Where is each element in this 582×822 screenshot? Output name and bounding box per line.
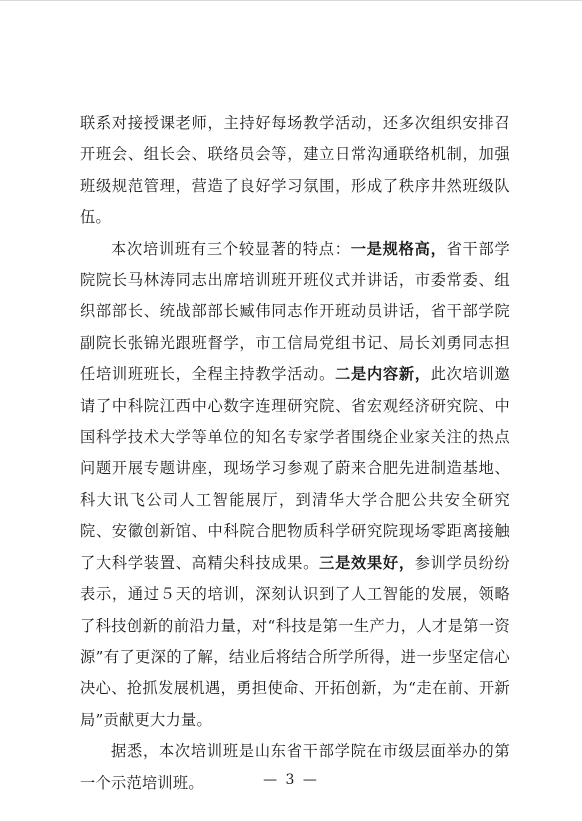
paragraph-text: 本次培训班有三个较显著的特点： (111, 239, 351, 258)
paragraph-text: 此次培训邀请了中科院江西中心数字连理研究院、省宏观经济研究院、中国科学技术大学等单位的知名专家学者围绕企业家关注的热点问题开展专题讲座，现场学习参观了蔚来合肥先进制造基地、科大讯飞公司人工智能展厅，到清华大学合肥公共安全研究院、安徽创新馆、中科院合肥物质科学研究院现场零距离接触了大科学装置、高精尖科技成果。 (80, 365, 510, 572)
paragraph-text: 省干部学院院长马林涛同志出席培训班开班仪式并讲话，市委常委、组织部部长、统战部部长臧伟同志作开班动员讲话，省干部学院副院长张锦光跟班督学，市工信局党组书记、局长刘勇同志担任培训班班长，全程主持教学活动。 (80, 239, 510, 384)
page-number: — 3 — (263, 772, 319, 788)
paragraph-features (80, 234, 510, 737)
paragraph-text: 联系对接授课老师，主持好每场教学活动，还多次组织安排召开班会、组长会、联络员会等，建立日常沟通联络机制，加强班级规范管理，营造了良好学习氛围，形成了秩序井然班级队伍。 (80, 114, 510, 227)
feature-heading-two: 二是内容新， (335, 365, 431, 384)
document-body (80, 108, 510, 799)
paragraph-intro-continuation (80, 108, 510, 234)
feature-heading-three: 三是效果好， (319, 553, 415, 572)
paragraph-closing (80, 736, 510, 799)
paragraph-text: 参训学员纷纷表示，通过５天的培训，深刻认识到了人工智能的发展，领略了科技创新的前沿力量，对“科技是第一生产力，人才是第一资源”有了更深的了解，结业后将结合所学所得，进一步坚定信心决心、抢抓发展机遇，勇担使命、开拓创新，为“走在前、开新局”贡献更大力量。 (80, 553, 510, 729)
page-top-edge (0, 0, 582, 1)
paragraph-text: 据悉，本次培训班是山东省干部学院在市级层面举办的第一个示范培训班。 (80, 742, 510, 792)
feature-heading-one: 一是规格高， (350, 239, 447, 258)
